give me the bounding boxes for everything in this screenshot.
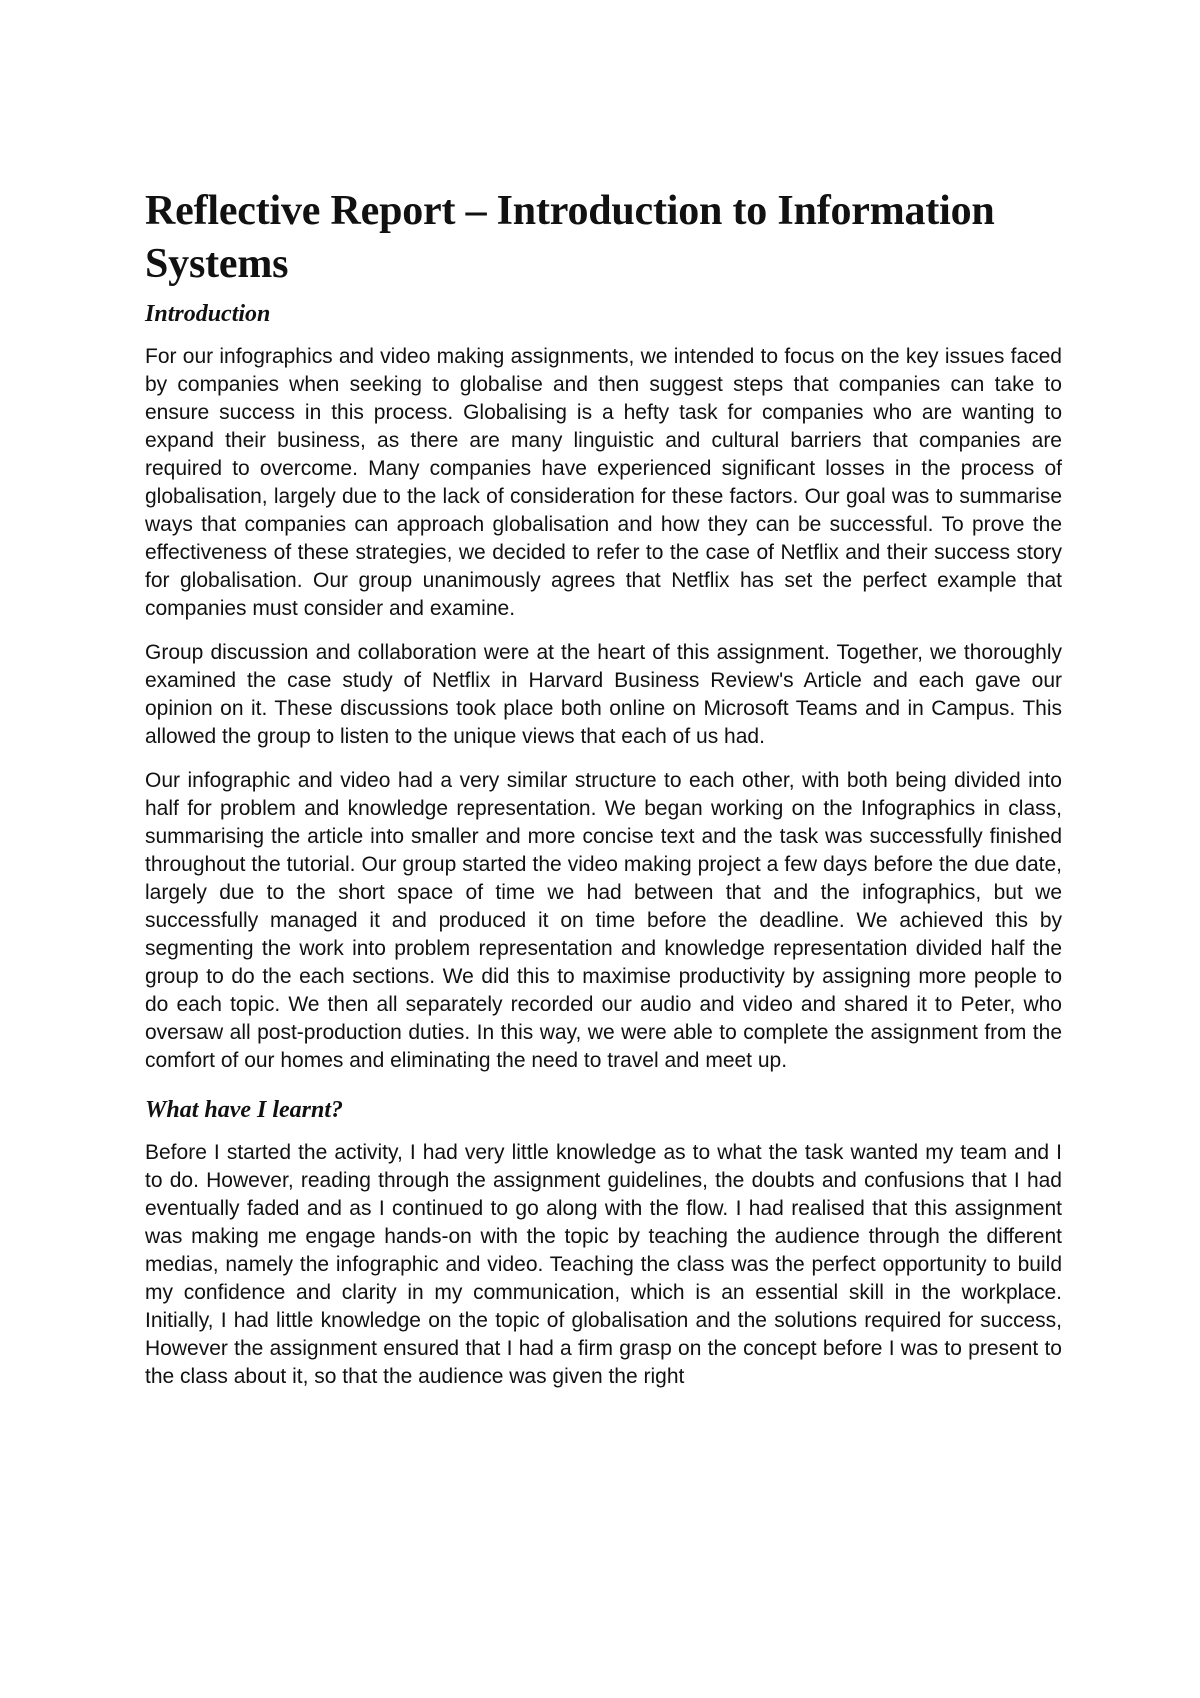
document-page: [145, 185, 1062, 1407]
section-what-have-i-learnt: [145, 1095, 1062, 1391]
document-title: Reflective Report – Introduction to Information Systems: [145, 188, 995, 287]
section-heading-introduction: Introduction: [145, 301, 271, 327]
paragraph: Before I started the activity, I had very little knowledge as to what the task wanted my team and I to do. However, reading through the assignment guidelines, the doubts and confusions that I had eventually faded and as I continued to go along with the flow. I had realised that this assignment was making me engage hands-on with the topic by teaching the audience through the different medias, namely the infographic and video. Teaching the class was the perfect opportunity to build my confidence and clarity in my communication, which is an essential skill in the workplace. Initially, I had little knowledge on the topic of globalisation and the solutions required for success, However the assignment ensured that I had a firm grasp on the concept before I was to present to the class about it, so that the audience was given the right: [145, 1141, 1062, 1388]
paragraph: Our infographic and video had a very similar structure to each other, with both being divided into half for problem and knowledge representation. We began working on the Infographics in class, summarising the article into smaller and more concise text and the task was successfully finished throughout the tutorial. Our group started the video making project a few days before the due date, largely due to the short space of time we had between that and the infographics, but we successfully managed it and produced it on time before the deadline. We achieved this by segmenting the work into problem representation and knowledge representation divided half the group to do the each sections. We did this to maximise productivity by assigning more people to do each topic. We then all separately recorded our audio and video and shared it to Peter, who oversaw all post-production duties. In this way, we were able to complete the assignment from the comfort of our homes and eliminating the need to travel and meet up.: [145, 769, 1062, 1072]
section-introduction: [145, 299, 1062, 1075]
paragraph: For our infographics and video making assignments, we intended to focus on the key issues faced by companies when seeking to globalise and then suggest steps that companies can take to ensure success in this process. Globalising is a hefty task for companies who are wanting to expand their business, as there are many linguistic and cultural barriers that companies are required to overcome. Many companies have experienced significant losses in the process of globalisation, largely due to the lack of consideration for these factors. Our goal was to summarise ways that companies can approach globalisation and how they can be successful. To prove the effectiveness of these strategies, we decided to refer to the case of Netflix and their success story for globalisation. Our group unanimously agrees that Netflix has set the perfect example that companies must consider and examine.: [145, 345, 1062, 620]
section-heading-what-have-i-learnt: What have I learnt?: [145, 1097, 344, 1123]
paragraph: Group discussion and collaboration were at the heart of this assignment. Together, we thoroughly examined the case study of Netflix in Harvard Business Review's Article and each gave our opinion on it. These discussions took place both online on Microsoft Teams and in Campus. This allowed the group to listen to the unique views that each of us had.: [145, 641, 1062, 748]
